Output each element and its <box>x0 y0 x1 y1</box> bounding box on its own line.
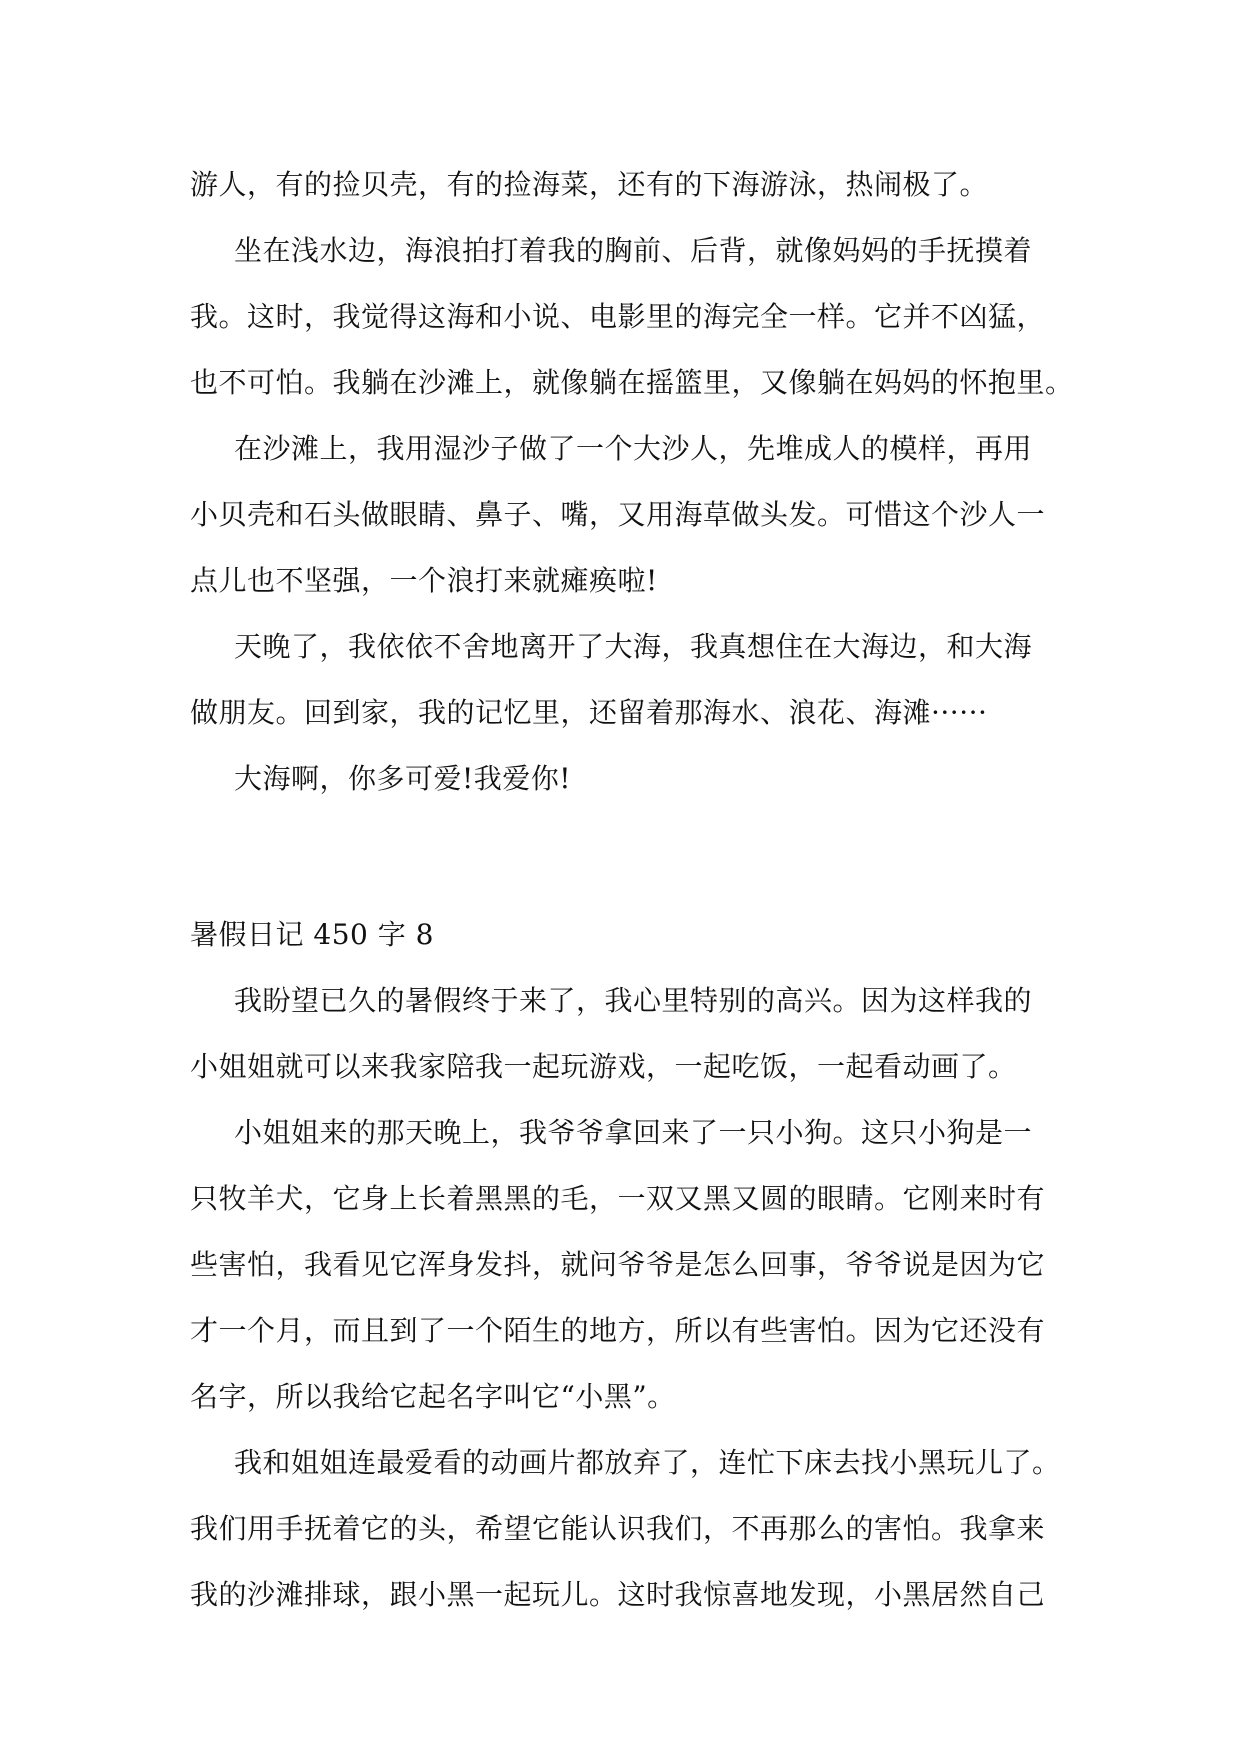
paragraph-line: 也不可怕。我躺在沙滩上，就像躺在摇篮里，又像躺在妈妈的怀抱里。 <box>190 366 1074 399</box>
paragraph-line: 天晚了，我依依不舍地离开了大海，我真想住在大海边，和大海 <box>234 630 1033 663</box>
paragraph-line: 小姐姐就可以来我家陪我一起玩游戏，一起吃饭，一起看动画了。 <box>190 1050 1017 1083</box>
paragraph-line: 只牧羊犬，它身上长着黑黑的毛，一双又黑又圆的眼睛。它刚来时有 <box>190 1182 1046 1215</box>
section-one <box>190 152 1074 812</box>
paragraph-line: 小贝壳和石头做眼睛、鼻子、嘴，又用海草做头发。可惜这个沙人一 <box>190 498 1046 531</box>
paragraph-line: 做朋友。回到家，我的记忆里，还留着那海水、浪花、海滩······ <box>190 696 988 729</box>
paragraph-line: 在沙滩上，我用湿沙子做了一个大沙人，先堆成人的模样，再用 <box>234 432 1033 465</box>
paragraph-line: 名字，所以我给它起名字叫它“小黑”。 <box>190 1380 676 1413</box>
paragraph-line: 我们用手抚着它的头，希望它能认识我们，不再那么的害怕。我拿来 <box>190 1512 1046 1545</box>
section-heading: 暑假日记 450 字 8 <box>190 918 434 951</box>
paragraph-line: 些害怕，我看见它浑身发抖，就问爷爷是怎么回事，爷爷说是因为它 <box>190 1248 1046 1281</box>
paragraph-line: 才一个月，而且到了一个陌生的地方，所以有些害怕。因为它还没有 <box>190 1314 1046 1347</box>
paragraph-line: 坐在浅水边，海浪拍打着我的胸前、后背，就像妈妈的手抚摸着 <box>234 234 1033 267</box>
paragraph-line: 大海啊，你多可爱!我爱你! <box>234 762 572 795</box>
paragraph-line: 我。这时，我觉得这海和小说、电影里的海完全一样。它并不凶猛， <box>190 300 1046 333</box>
paragraph-line: 小姐姐来的那天晚上，我爷爷拿回来了一只小狗。这只小狗是一 <box>234 1116 1033 1149</box>
paragraph-line: 点儿也不坚强，一个浪打来就瘫痪啦! <box>190 564 658 597</box>
paragraph-line: 我的沙滩排球，跟小黑一起玩儿。这时我惊喜地发现，小黑居然自己 <box>190 1578 1046 1611</box>
paragraph-line: 我和姐姐连最爱看的动画片都放弃了，连忙下床去找小黑玩儿了。 <box>234 1446 1061 1479</box>
paragraph-line: 我盼望已久的暑假终于来了，我心里特别的高兴。因为这样我的 <box>234 984 1033 1017</box>
section-two <box>190 902 1070 1628</box>
paragraph-line: 游人，有的捡贝壳，有的捡海菜，还有的下海游泳，热闹极了。 <box>190 168 989 201</box>
